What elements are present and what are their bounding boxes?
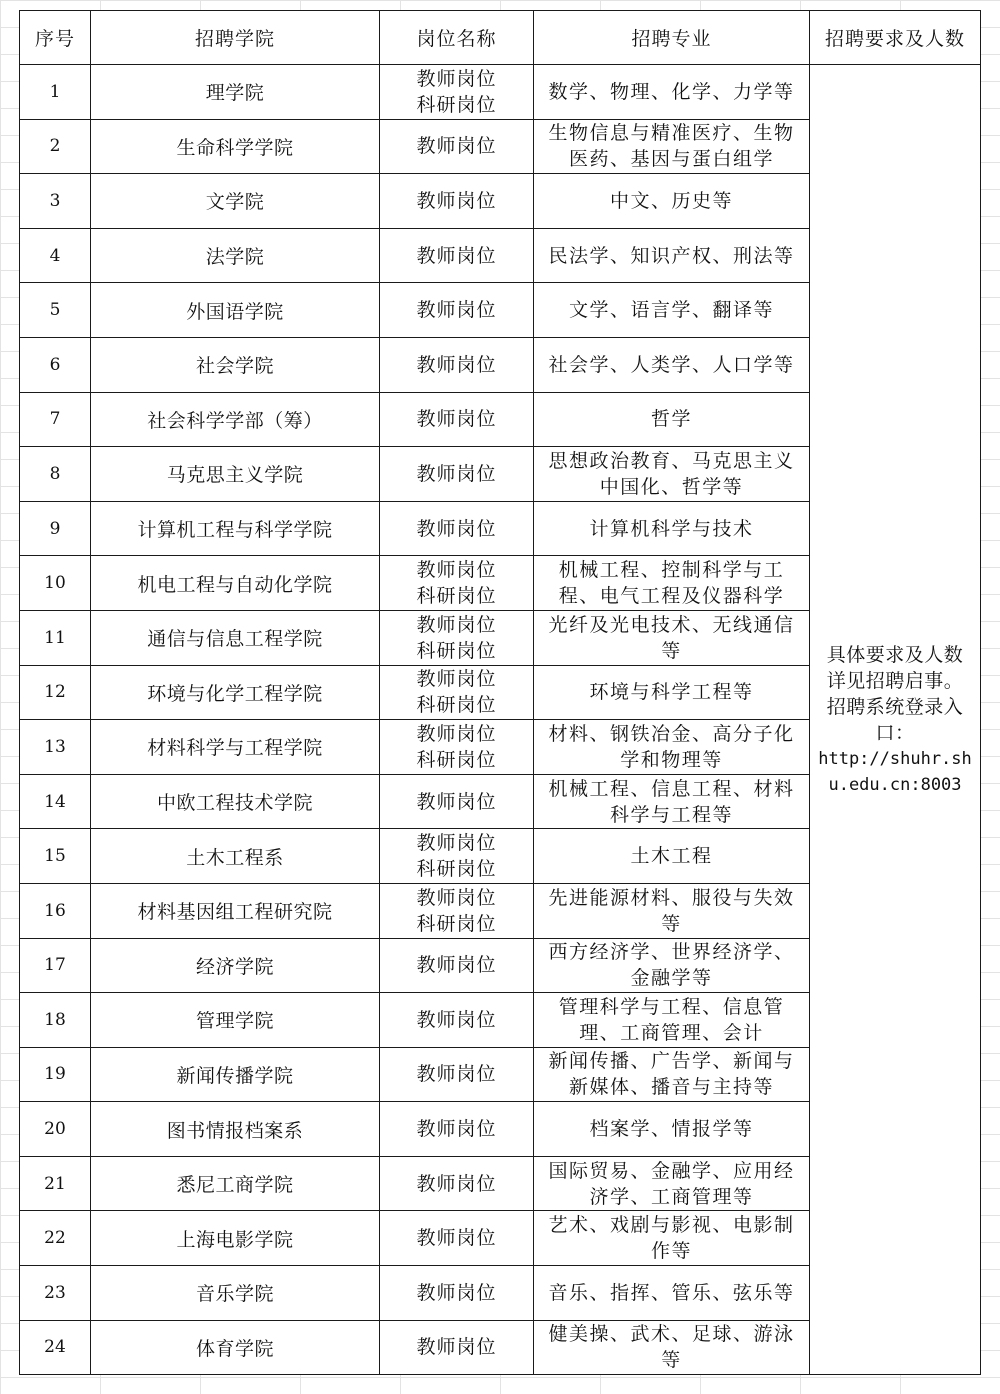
major-cell: 国际贸易、金融学、应用经济学、工商管理等: [534, 1156, 810, 1211]
header-requirement: 招聘要求及人数: [810, 11, 981, 65]
row-number: 15: [20, 829, 91, 884]
college-cell: 环境与化学工程学院: [91, 665, 380, 720]
row-number: 13: [20, 720, 91, 775]
major-cell: 哲学: [534, 392, 810, 447]
college-cell: 文学院: [91, 174, 380, 229]
major-cell: 计算机科学与技术: [534, 501, 810, 556]
post-name: 教师岗位: [416, 559, 497, 582]
post-name: 教师岗位: [416, 189, 497, 212]
college-cell: 社会学院: [91, 337, 380, 392]
college-cell: 中欧工程技术学院: [91, 774, 380, 829]
post-cell: [380, 447, 534, 502]
major-cell: 生物信息与精准医疗、生物医药、基因与蛋白组学: [534, 119, 810, 174]
table-row: [20, 65, 981, 120]
major-cell: 健美操、武术、足球、游泳等: [534, 1320, 810, 1375]
row-number: 16: [20, 883, 91, 938]
college-cell: 材料科学与工程学院: [91, 720, 380, 775]
post-name: 教师岗位: [416, 832, 497, 855]
row-number: 5: [20, 283, 91, 338]
college-cell: 音乐学院: [91, 1266, 380, 1321]
post-name: 教师岗位: [416, 722, 497, 745]
post-cell: [380, 829, 534, 884]
major-cell: 音乐、指挥、管乐、弦乐等: [534, 1266, 810, 1321]
post-cell: [380, 501, 534, 556]
post-cell: [380, 1211, 534, 1266]
college-cell: 通信与信息工程学院: [91, 610, 380, 665]
major-cell: 数学、物理、化学、力学等: [534, 65, 810, 120]
post-cell: [380, 610, 534, 665]
post-cell: [380, 228, 534, 283]
row-number: 11: [20, 610, 91, 665]
major-cell: 光纤及光电技术、无线通信等: [534, 610, 810, 665]
college-cell: 计算机工程与科学学院: [91, 501, 380, 556]
college-cell: 理学院: [91, 65, 380, 120]
header-post: 岗位名称: [380, 11, 534, 65]
row-number: 4: [20, 228, 91, 283]
post-name: 科研岗位: [416, 858, 497, 881]
college-cell: 图书情报档案系: [91, 1102, 380, 1157]
post-cell: [380, 337, 534, 392]
post-name: 教师岗位: [416, 67, 497, 90]
college-cell: 马克思主义学院: [91, 447, 380, 502]
post-cell: [380, 1266, 534, 1321]
college-cell: 材料基因组工程研究院: [91, 883, 380, 938]
post-name: 教师岗位: [416, 353, 497, 376]
post-name: 科研岗位: [416, 93, 497, 116]
post-name: 教师岗位: [416, 954, 497, 977]
post-name: 教师岗位: [416, 1063, 497, 1086]
college-cell: 管理学院: [91, 993, 380, 1048]
post-name: 科研岗位: [416, 912, 497, 935]
row-number: 10: [20, 556, 91, 611]
college-cell: 上海电影学院: [91, 1211, 380, 1266]
post-cell: [380, 119, 534, 174]
post-cell: [380, 883, 534, 938]
major-cell: 材料、钢铁冶金、高分子化学和物理等: [534, 720, 810, 775]
post-cell: [380, 65, 534, 120]
row-number: 20: [20, 1102, 91, 1157]
post-name: 教师岗位: [416, 517, 497, 540]
post-cell: [380, 556, 534, 611]
row-number: 2: [20, 119, 91, 174]
major-cell: 西方经济学、世界经济学、金融学等: [534, 938, 810, 993]
row-number: 24: [20, 1320, 91, 1375]
post-name: 教师岗位: [416, 299, 497, 322]
major-cell: 思想政治教育、马克思主义中国化、哲学等: [534, 447, 810, 502]
row-number: 21: [20, 1156, 91, 1211]
recruitment-system-url[interactable]: http://shuhr.shu.edu.cn:8003: [818, 748, 972, 795]
post-name: 教师岗位: [416, 135, 497, 158]
post-cell: [380, 993, 534, 1048]
major-cell: 社会学、人类学、人口学等: [534, 337, 810, 392]
requirement-cell: [810, 65, 981, 1375]
major-cell: 艺术、戏剧与影视、电影制作等: [534, 1211, 810, 1266]
post-name: 教师岗位: [416, 1336, 497, 1359]
college-cell: 土木工程系: [91, 829, 380, 884]
major-cell: 土木工程: [534, 829, 810, 884]
requirement-line: 招聘系统登录入口：: [826, 695, 964, 744]
row-number: 23: [20, 1266, 91, 1321]
row-number: 14: [20, 774, 91, 829]
post-name: 教师岗位: [416, 408, 497, 431]
requirement-line: 具体要求及人数: [826, 643, 964, 666]
post-name: 教师岗位: [416, 668, 497, 691]
row-number: 19: [20, 1047, 91, 1102]
row-number: 22: [20, 1211, 91, 1266]
table-body: [20, 65, 981, 1375]
requirement-line: 详见招聘启事。: [826, 669, 964, 692]
row-number: 6: [20, 337, 91, 392]
college-cell: 生命科学学院: [91, 119, 380, 174]
college-cell: 新闻传播学院: [91, 1047, 380, 1102]
post-name: 教师岗位: [416, 1118, 497, 1141]
major-cell: 管理科学与工程、信息管理、工商管理、会计: [534, 993, 810, 1048]
college-cell: 经济学院: [91, 938, 380, 993]
major-cell: 民法学、知识产权、刑法等: [534, 228, 810, 283]
row-number: 3: [20, 174, 91, 229]
post-name: 教师岗位: [416, 790, 497, 813]
post-cell: [380, 1320, 534, 1375]
major-cell: 环境与科学工程等: [534, 665, 810, 720]
post-cell: [380, 392, 534, 447]
post-cell: [380, 938, 534, 993]
recruitment-table: [19, 10, 981, 1375]
row-number: 12: [20, 665, 91, 720]
major-cell: 机械工程、控制科学与工程、电气工程及仪器科学: [534, 556, 810, 611]
post-name: 教师岗位: [416, 1172, 497, 1195]
post-name: 教师岗位: [416, 1008, 497, 1031]
post-name: 科研岗位: [416, 585, 497, 608]
major-cell: 中文、历史等: [534, 174, 810, 229]
post-cell: [380, 174, 534, 229]
post-cell: [380, 1047, 534, 1102]
post-cell: [380, 1102, 534, 1157]
post-cell: [380, 1156, 534, 1211]
post-cell: [380, 665, 534, 720]
row-number: 1: [20, 65, 91, 120]
row-number: 17: [20, 938, 91, 993]
row-number: 7: [20, 392, 91, 447]
post-cell: [380, 283, 534, 338]
college-cell: 社会科学学部（筹）: [91, 392, 380, 447]
row-number: 9: [20, 501, 91, 556]
college-cell: 法学院: [91, 228, 380, 283]
major-cell: 文学、语言学、翻译等: [534, 283, 810, 338]
header-row: [20, 11, 981, 65]
major-cell: 机械工程、信息工程、材料科学与工程等: [534, 774, 810, 829]
post-name: 教师岗位: [416, 613, 497, 636]
post-name: 科研岗位: [416, 639, 497, 662]
post-name: 教师岗位: [416, 886, 497, 909]
post-name: 教师岗位: [416, 1227, 497, 1250]
major-cell: 先进能源材料、服役与失效等: [534, 883, 810, 938]
major-cell: 新闻传播、广告学、新闻与新媒体、播音与主持等: [534, 1047, 810, 1102]
post-name: 教师岗位: [416, 1281, 497, 1304]
post-name: 教师岗位: [416, 462, 497, 485]
post-name: 科研岗位: [416, 748, 497, 771]
major-cell: 档案学、情报学等: [534, 1102, 810, 1157]
post-name: 科研岗位: [416, 694, 497, 717]
college-cell: 机电工程与自动化学院: [91, 556, 380, 611]
post-cell: [380, 774, 534, 829]
post-cell: [380, 720, 534, 775]
header-college: 招聘学院: [91, 11, 380, 65]
header-no: 序号: [20, 11, 91, 65]
header-major: 招聘专业: [534, 11, 810, 65]
college-cell: 悉尼工商学院: [91, 1156, 380, 1211]
row-number: 8: [20, 447, 91, 502]
post-name: 教师岗位: [416, 244, 497, 267]
college-cell: 体育学院: [91, 1320, 380, 1375]
row-number: 18: [20, 993, 91, 1048]
college-cell: 外国语学院: [91, 283, 380, 338]
